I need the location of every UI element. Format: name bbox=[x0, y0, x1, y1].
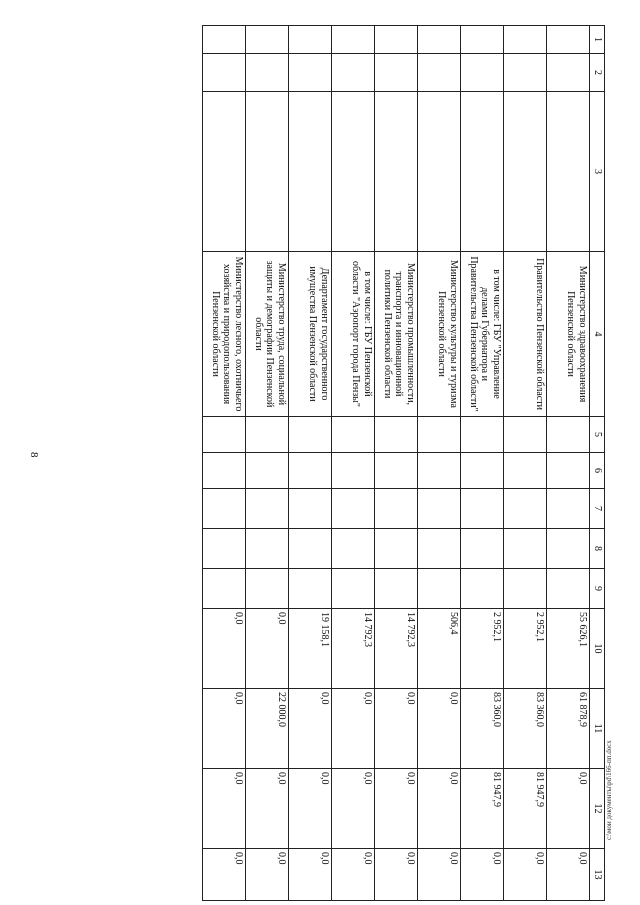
col10-value-cell: 55 626,1 bbox=[547, 609, 590, 689]
empty-cell bbox=[504, 569, 547, 609]
col13-value-cell: 0,0 bbox=[547, 849, 590, 901]
agency-name-cell: Министерство лесного, охотничьего хозяйства и природопользования Пензенской области bbox=[203, 252, 246, 417]
col-header: 9 bbox=[590, 569, 605, 609]
empty-cell bbox=[246, 489, 289, 529]
col11-value-cell: 0,0 bbox=[332, 689, 375, 769]
col10-value-cell: 2 952,1 bbox=[504, 609, 547, 689]
col13-value-cell: 0,0 bbox=[375, 849, 418, 901]
empty-cell bbox=[203, 417, 246, 453]
page-number: 8 bbox=[28, 452, 40, 458]
col12-value-cell: 81 947,9 bbox=[504, 769, 547, 849]
col-header: 4 bbox=[590, 252, 605, 417]
empty-cell bbox=[461, 26, 504, 54]
empty-cell bbox=[246, 54, 289, 92]
col13-value-cell: 0,0 bbox=[418, 849, 461, 901]
empty-cell bbox=[547, 417, 590, 453]
agency-name-cell: Министерство культуры и туризма Пензенской области bbox=[418, 252, 461, 417]
table-row bbox=[332, 26, 375, 901]
empty-cell bbox=[203, 92, 246, 252]
empty-cell bbox=[332, 417, 375, 453]
table-row bbox=[203, 26, 246, 901]
col-header: 2 bbox=[590, 54, 605, 92]
empty-cell bbox=[375, 489, 418, 529]
empty-cell bbox=[375, 529, 418, 569]
empty-cell bbox=[418, 26, 461, 54]
empty-cell bbox=[461, 453, 504, 489]
empty-cell bbox=[547, 453, 590, 489]
col-header: 1 bbox=[590, 26, 605, 54]
table-row bbox=[418, 26, 461, 901]
col11-value-cell: 83 360,0 bbox=[504, 689, 547, 769]
empty-cell bbox=[547, 92, 590, 252]
empty-cell bbox=[504, 54, 547, 92]
empty-cell bbox=[246, 453, 289, 489]
agency-name-cell: в том числе: ГБУ Пензенской области "Аэропорт города Пензы" bbox=[332, 252, 375, 417]
agency-name-cell: Министерство промышленности, транспорта и инновационной политики Пензенской области bbox=[375, 252, 418, 417]
col-header: 3 bbox=[590, 92, 605, 252]
empty-cell bbox=[289, 529, 332, 569]
empty-cell bbox=[375, 569, 418, 609]
empty-cell bbox=[332, 489, 375, 529]
empty-cell bbox=[289, 92, 332, 252]
empty-cell bbox=[375, 417, 418, 453]
empty-cell bbox=[418, 92, 461, 252]
empty-cell bbox=[289, 417, 332, 453]
table-row bbox=[246, 26, 289, 901]
col10-value-cell: 0,0 bbox=[246, 609, 289, 689]
empty-cell bbox=[418, 489, 461, 529]
col13-value-cell: 0,0 bbox=[203, 849, 246, 901]
col11-value-cell: 61 878,9 bbox=[547, 689, 590, 769]
agency-name-cell: Правительство Пензенской области bbox=[504, 252, 547, 417]
empty-cell bbox=[418, 54, 461, 92]
agency-name-cell: Министерство здравоохранения Пензенской области bbox=[547, 252, 590, 417]
empty-cell bbox=[203, 569, 246, 609]
empty-cell bbox=[418, 453, 461, 489]
agency-name-cell: в том числе: ГБУ "Управление делами Губернатора и Правительства Пензенской области" bbox=[461, 252, 504, 417]
empty-cell bbox=[246, 529, 289, 569]
empty-cell bbox=[289, 489, 332, 529]
col10-value-cell: 14 792,3 bbox=[375, 609, 418, 689]
empty-cell bbox=[547, 569, 590, 609]
col12-value-cell: 0,0 bbox=[203, 769, 246, 849]
empty-cell bbox=[504, 453, 547, 489]
empty-cell bbox=[332, 569, 375, 609]
empty-cell bbox=[332, 92, 375, 252]
empty-cell bbox=[332, 529, 375, 569]
empty-cell bbox=[203, 529, 246, 569]
empty-cell bbox=[246, 92, 289, 252]
col-header: 13 bbox=[590, 849, 605, 901]
empty-cell bbox=[461, 569, 504, 609]
empty-cell bbox=[289, 453, 332, 489]
empty-cell bbox=[332, 453, 375, 489]
empty-cell bbox=[203, 489, 246, 529]
empty-cell bbox=[289, 54, 332, 92]
col11-value-cell: 0,0 bbox=[418, 689, 461, 769]
column-number-row bbox=[590, 26, 605, 901]
empty-cell bbox=[461, 92, 504, 252]
col-header: 10 bbox=[590, 609, 605, 689]
col12-value-cell: 81 947,9 bbox=[461, 769, 504, 849]
empty-cell bbox=[418, 417, 461, 453]
col-header: 6 bbox=[590, 453, 605, 489]
col10-value-cell: 2 952,1 bbox=[461, 609, 504, 689]
empty-cell bbox=[418, 569, 461, 609]
col13-value-cell: 0,0 bbox=[461, 849, 504, 901]
empty-cell bbox=[504, 92, 547, 252]
empty-cell bbox=[375, 54, 418, 92]
empty-cell bbox=[461, 529, 504, 569]
col11-value-cell: 0,0 bbox=[289, 689, 332, 769]
table-row bbox=[547, 26, 590, 901]
footer-file-path: c:\мои документы\pd\166-пп.docx bbox=[605, 740, 613, 840]
empty-cell bbox=[504, 529, 547, 569]
empty-cell bbox=[203, 453, 246, 489]
empty-cell bbox=[547, 26, 590, 54]
empty-cell bbox=[289, 26, 332, 54]
col12-value-cell: 0,0 bbox=[375, 769, 418, 849]
empty-cell bbox=[332, 54, 375, 92]
empty-cell bbox=[332, 26, 375, 54]
empty-cell bbox=[461, 54, 504, 92]
col11-value-cell: 22 000,0 bbox=[246, 689, 289, 769]
empty-cell bbox=[418, 529, 461, 569]
empty-cell bbox=[547, 529, 590, 569]
col10-value-cell: 0,0 bbox=[203, 609, 246, 689]
empty-cell bbox=[246, 26, 289, 54]
empty-cell bbox=[504, 26, 547, 54]
col-header: 5 bbox=[590, 417, 605, 453]
col11-value-cell: 0,0 bbox=[375, 689, 418, 769]
col11-value-cell: 83 360,0 bbox=[461, 689, 504, 769]
empty-cell bbox=[375, 453, 418, 489]
empty-cell bbox=[547, 54, 590, 92]
empty-cell bbox=[246, 569, 289, 609]
agency-name-cell: Министерство труда, социальной защиты и демографии Пензенской области bbox=[246, 252, 289, 417]
col12-value-cell: 0,0 bbox=[418, 769, 461, 849]
col12-value-cell: 0,0 bbox=[332, 769, 375, 849]
empty-cell bbox=[375, 92, 418, 252]
empty-cell bbox=[504, 489, 547, 529]
col12-value-cell: 0,0 bbox=[547, 769, 590, 849]
col13-value-cell: 0,0 bbox=[246, 849, 289, 901]
table-row bbox=[375, 26, 418, 901]
col13-value-cell: 0,0 bbox=[332, 849, 375, 901]
empty-cell bbox=[375, 26, 418, 54]
budget-table bbox=[202, 25, 605, 901]
col10-value-cell: 506,4 bbox=[418, 609, 461, 689]
agency-name-cell: Департамент государственного имущества Пензенской области bbox=[289, 252, 332, 417]
empty-cell bbox=[289, 569, 332, 609]
col10-value-cell: 19 158,1 bbox=[289, 609, 332, 689]
col-header: 7 bbox=[590, 489, 605, 529]
col-header: 12 bbox=[590, 769, 605, 849]
empty-cell bbox=[203, 26, 246, 54]
empty-cell bbox=[246, 417, 289, 453]
empty-cell bbox=[547, 489, 590, 529]
budget-table-wrapper bbox=[105, 25, 605, 880]
empty-cell bbox=[203, 54, 246, 92]
col10-value-cell: 14 792,3 bbox=[332, 609, 375, 689]
col12-value-cell: 0,0 bbox=[289, 769, 332, 849]
table-row bbox=[504, 26, 547, 901]
table-row bbox=[461, 26, 504, 901]
empty-cell bbox=[461, 417, 504, 453]
col-header: 11 bbox=[590, 689, 605, 769]
col11-value-cell: 0,0 bbox=[203, 689, 246, 769]
col-header: 8 bbox=[590, 529, 605, 569]
col13-value-cell: 0,0 bbox=[504, 849, 547, 901]
empty-cell bbox=[461, 489, 504, 529]
empty-cell bbox=[504, 417, 547, 453]
col13-value-cell: 0,0 bbox=[289, 849, 332, 901]
table-row bbox=[289, 26, 332, 901]
col12-value-cell: 0,0 bbox=[246, 769, 289, 849]
